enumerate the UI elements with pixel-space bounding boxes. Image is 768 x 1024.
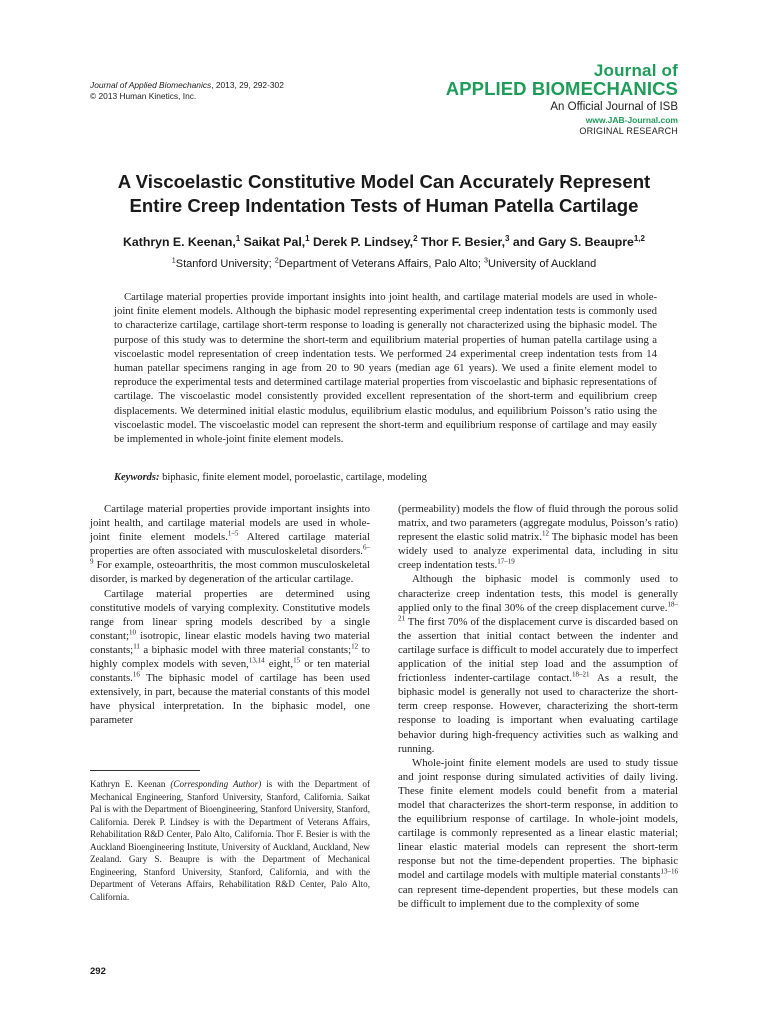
logo-line-2: APPLIED BIOMECHANICS: [445, 78, 678, 99]
paragraph-text: The biphasic model of cartilage has been used extensively, in part, because the material constants of this model have physical interpretation. In the biphasic model, one parameter: [90, 672, 370, 727]
author-footnote: [90, 778, 370, 903]
affiliation-text: University of Auckland: [488, 258, 597, 270]
author-list: [70, 235, 698, 249]
author-affiliation-mark: 1: [235, 233, 241, 243]
body-column-left: [90, 502, 370, 728]
citation-ref: 18–21: [571, 670, 590, 679]
paragraph-text: Altered cartilage material properties are often associated with musculoskeletal disorders.: [90, 531, 370, 558]
citation-ref: 13–16: [660, 867, 678, 876]
keywords: [114, 472, 657, 483]
author-affiliation-mark: 1: [305, 233, 310, 243]
author-affiliation-mark: 1,2: [633, 233, 645, 243]
citation-ref: 11: [133, 642, 140, 651]
author-affiliation-mark: 3: [505, 233, 510, 243]
paragraph-text: can represent time-dependent properties, but these models can be difficult to implement due to the complexity of some: [398, 883, 678, 910]
author-affiliation-mark: 2: [413, 233, 418, 243]
author-name: Saikat Pal,: [243, 235, 306, 249]
affiliation-mark: 2: [274, 256, 279, 265]
paragraph-text: a biphasic model with three material constants;: [139, 643, 352, 656]
paragraph-text: isotropic, linear elastic models having two material constants;: [90, 629, 370, 656]
journal-citation: [90, 80, 410, 102]
keywords-label: Keywords:: [114, 472, 160, 483]
logo-line-1: Journal of: [593, 61, 678, 80]
paragraph-text: eight,: [264, 658, 294, 671]
citation-ref: 18–21: [398, 600, 678, 623]
footnote-divider: [90, 770, 200, 771]
citation-ref: 12: [351, 642, 359, 651]
citation-ref: 12: [541, 529, 549, 538]
citation-ref: 15: [293, 656, 301, 665]
body-paragraph: [398, 756, 678, 911]
citation-ref: 16: [132, 670, 140, 679]
journal-logo: [418, 62, 678, 136]
article-section: ORIGINAL RESEARCH: [579, 125, 678, 136]
footnote-role: (Corresponding Author): [170, 779, 262, 789]
keywords-list: biphasic, finite element model, poroelastic, cartilage, modeling: [159, 472, 427, 483]
author-name: Kathryn E. Keenan,: [123, 235, 236, 249]
page-number: 292: [90, 966, 106, 977]
journal-name: Journal of Applied Biomechanics: [90, 80, 212, 90]
citation-ref: 6–9: [90, 543, 370, 566]
title-line-1: A Viscoelastic Constitutive Model Can Accurately Represent: [117, 171, 651, 192]
copyright: © 2013 Human Kinetics, Inc.: [90, 91, 197, 101]
body-paragraph: [90, 587, 370, 728]
author-name: and Gary S. Beaupre: [512, 235, 634, 249]
author-name: Thor F. Besier,: [420, 235, 506, 249]
author-name: Derek P. Lindsey,: [313, 235, 414, 249]
paragraph-text: or ten material constants.: [90, 658, 370, 685]
paragraph-text: Cartilage material properties provide important insights into joint health, and cartilage material models are used in whole-joint finite element models.: [90, 503, 370, 544]
abstract: Cartilage material properties provide important insights into joint health, and cartilage material models are used in whole-joint finite element models. Although the biphasic model representing experimental creep indentation tests is commonly used to characterize cartilage, cartilage short-term response to loading is generally not characterized using the biphasic model. The purpose of this study was to determine the short-term and equilibrium material properties of human patella cartilage using a viscoelastic model representation of creep indentation tests. We performed 24 experimental creep indentation tests from 14 human patellar specimens ranging in age from 20 to 90 years (median age 61 years). We used a finite element model to reproduce the experimental tests and determined cartilage material properties from viscoelastic and biphasic representations of cartilage. The viscoelastic model consistently provided excellent representation of the short-term and equilibrium creep displacements. We determined initial elastic modulus, equilibrium elastic modulus, and equilibrium Poisson’s ratio using the viscoelastic model. The viscoelastic model can represent the short-term and equilibrium response of cartilage and may easily be implemented in whole-joint finite element models.: [114, 291, 657, 446]
paragraph-text: Cartilage material properties are determined using constitutive models of varying complexity. Constitutive models range from linear spring models described by a single constant;: [90, 587, 370, 642]
paragraph-text: The biphasic model has been widely used to analyze experimental data, including in situ creep indentation tests.: [398, 531, 679, 572]
body-paragraph: [90, 502, 370, 587]
paragraph-text: Whole-joint finite element models are used to study tissue and joint response during simulated activities of daily living. These finite element models could benefit from a material model that characterizes the short-term response, in addition to the equilibrium response of cartilage. In whole-joint models, cartilage is commonly represented as a linear elastic material; linear elastic material models can represent the short-term response but not the time-dependent properties. The biphasic model and cartilage models with multiple material constants: [398, 756, 678, 882]
title-line-2: Entire Creep Indentation Tests of Human Patella Cartilage: [129, 195, 639, 216]
citation-ref: 13,14: [248, 656, 265, 665]
body-column-right: [398, 502, 678, 911]
paragraph-text: As a result, the biphasic model is generally not used to characterize the short-term creep response. However, characterizing the short-term response to loading is important when evaluating cartilage behavior during high-frequency activities such as walking and running.: [398, 672, 678, 755]
body-paragraph: [398, 502, 678, 572]
paragraph-text: to highly complex models with seven,: [90, 643, 370, 671]
body-paragraph: [398, 572, 678, 755]
affiliation-text: Stanford University;: [175, 258, 275, 270]
footnote-name: Kathryn E. Keenan: [90, 779, 171, 789]
affiliation-text: Department of Veterans Affairs, Palo Alto;: [278, 258, 485, 270]
citation: , 2013, 29, 292-302: [211, 80, 284, 90]
citation-ref: 1–5: [227, 529, 239, 538]
paragraph-text: (permeability) models the flow of fluid through the porous solid matrix, and two parameters (aggregate modulus, Poisson’s ratio) represent the elastic solid matrix.: [398, 503, 678, 544]
paragraph-text: The first 70% of the displacement curve is discarded based on the assertion that initial contact between the indenter and cartilage surface is difficult to model accurately due to imperfect application of the initial step load and the assumption of frictionless indenter-cartilage contact.: [398, 615, 678, 685]
article-title: [70, 170, 698, 218]
footnote-text: is with the Department of Mechanical Engineering, Stanford University, Stanford, California. Saikat Pal is with the Department of Bioengineering, Stanford University, Stanford, California. Derek P. Lindsey is with the Department of Veterans Affairs, Rehabilitation R&D Center, Palo Alto, California. Thor F. Besier is with the Auckland Bioengineering Institute, University of Auckland, Auckland, New Zealand. Gary S. Beaupre is with the Department of Mechanical Engineering, Stanford University, Stanford, California, and with the Department of Veterans Affairs, Rehabilitation R&D Center, Palo Alto, California.: [90, 779, 370, 902]
paragraph-text: Although the biphasic model is commonly used to characterize creep indentation tests, this model is generally applied only to the final 30% of the creep displacement curve.: [398, 573, 678, 614]
affiliations: [70, 258, 698, 270]
citation-ref: 17–19: [497, 557, 515, 566]
citation-ref: 10: [128, 628, 136, 637]
affiliation-mark: 3: [484, 256, 489, 265]
logo-tagline: An Official Journal of ISB: [550, 100, 678, 113]
affiliation-mark: 1: [171, 256, 176, 265]
journal-url-link[interactable]: www.JAB-Journal.com: [585, 115, 678, 125]
paragraph-text: For example, osteoarthritis, the most common musculoskeletal disorder, is marked by degeneration of the articular cartilage.: [90, 559, 370, 586]
